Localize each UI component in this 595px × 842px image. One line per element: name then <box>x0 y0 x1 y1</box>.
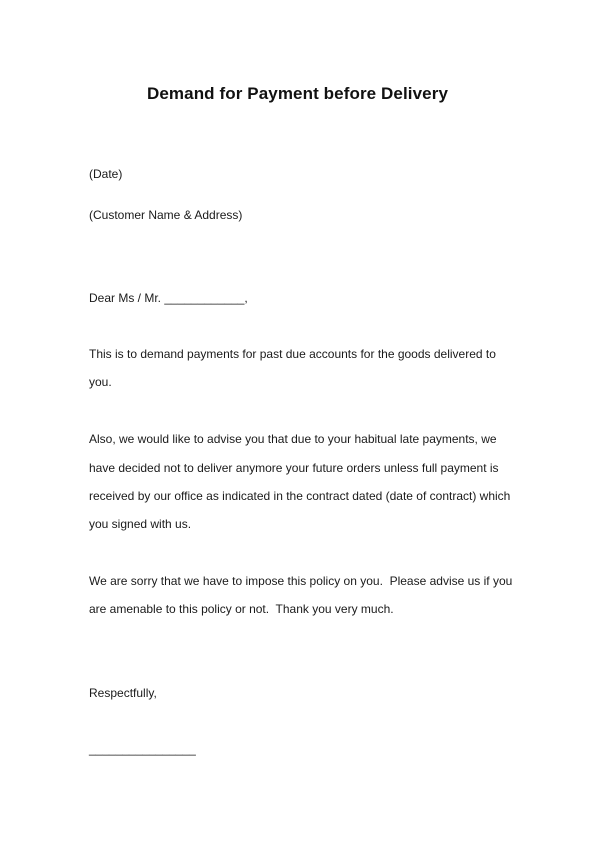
paragraph-2-line-3: received by our office as indicated in the contract dated (date of contract) which <box>89 489 511 503</box>
document-title: Demand for Payment before Delivery <box>147 84 448 103</box>
date-placeholder: (Date) <box>89 167 123 181</box>
signature-line: ________________ <box>89 742 196 756</box>
paragraph-1-line-2: you. <box>89 375 112 389</box>
paragraph-2-line-1: Also, we would like to advise you that due to your habitual late payments, we <box>89 432 497 446</box>
closing: Respectfully, <box>89 686 157 700</box>
paragraph-3-line-1: We are sorry that we have to impose this policy on you. Please advise us if you <box>89 574 513 588</box>
paragraph-3-line-2: are amenable to this policy or not. Thank you very much. <box>89 602 394 616</box>
customer-name-address: (Customer Name & Address) <box>89 208 243 222</box>
paragraph-2-line-2: have decided not to deliver anymore your future orders unless full payment is <box>89 461 499 475</box>
paragraph-1-line-1: This is to demand payments for past due accounts for the goods delivered to <box>89 347 496 361</box>
salutation: Dear Ms / Mr. ____________, <box>89 291 248 305</box>
paragraph-2-line-4: you signed with us. <box>89 517 192 531</box>
